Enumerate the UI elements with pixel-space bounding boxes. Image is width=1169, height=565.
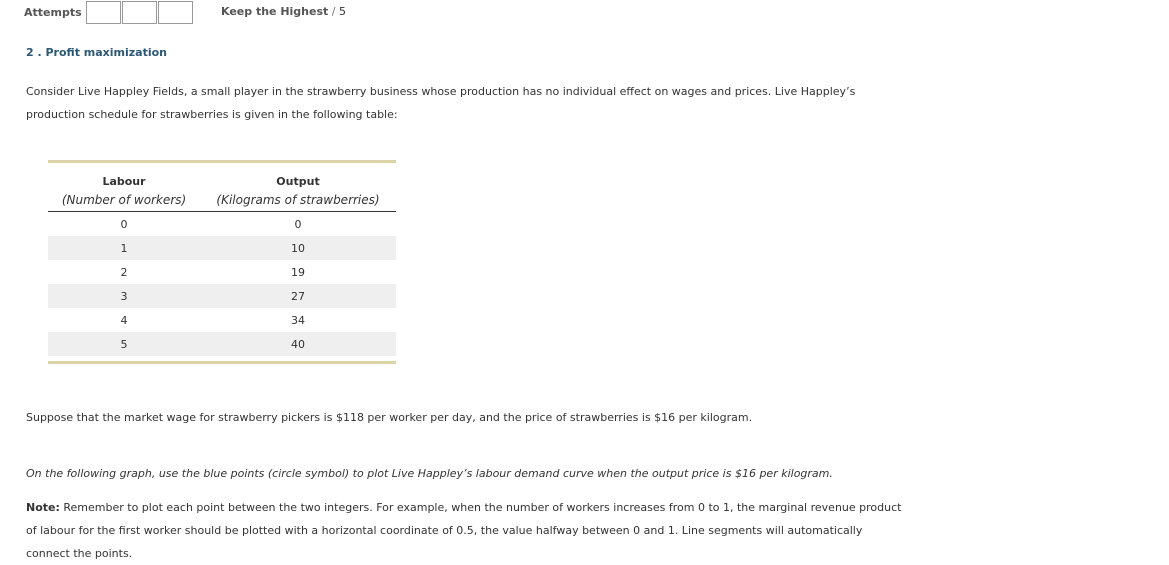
labour-cell: 4 bbox=[120, 313, 128, 327]
labour-cell: 1 bbox=[48, 236, 200, 260]
table-row bbox=[48, 212, 396, 237]
keep-highest-label: Keep the Highest bbox=[221, 5, 329, 18]
output-cell: 27 bbox=[200, 284, 396, 308]
labour-cell: 3 bbox=[48, 284, 200, 308]
question-title: 2 . Profit maximization bbox=[26, 46, 168, 59]
labour-cell: 0 bbox=[120, 217, 128, 231]
attempts-label: Attempts bbox=[24, 5, 82, 19]
labour-cell: 2 bbox=[120, 265, 128, 279]
attempt-box bbox=[122, 1, 157, 24]
table-row bbox=[48, 308, 396, 332]
output-cell: 34 bbox=[291, 313, 305, 327]
labour-subheader: (Number of workers) bbox=[48, 189, 200, 212]
attempt-boxes bbox=[86, 1, 194, 24]
labour-header: Labour bbox=[102, 174, 146, 188]
keep-highest-separator: / bbox=[331, 5, 336, 18]
keep-highest-info bbox=[221, 5, 346, 18]
intro-paragraph: Consider Live Happley Fields, a small player in the strawberry business whose production has no individual effect on wages and prices. Live Happley’s production schedule for strawberries is given in the following table: bbox=[26, 85, 856, 121]
note-label: Note: bbox=[26, 501, 60, 514]
table-row bbox=[48, 236, 396, 260]
output-cell: 19 bbox=[291, 265, 305, 279]
attempts-row bbox=[24, 0, 194, 24]
table-row bbox=[48, 332, 396, 356]
output-cell: 0 bbox=[294, 217, 302, 231]
max-attempts: 5 bbox=[339, 5, 347, 18]
attempt-box bbox=[86, 1, 121, 24]
note-paragraph bbox=[26, 496, 906, 565]
output-subheader: (Kilograms of strawberries) bbox=[200, 189, 396, 212]
attempt-box bbox=[158, 1, 193, 24]
output-cell: 40 bbox=[200, 332, 396, 356]
production-schedule-table bbox=[48, 160, 396, 364]
wage-paragraph: Suppose that the market wage for strawberry pickers is $118 per worker per day, and the price of strawberries is $16 per kilogram. bbox=[26, 411, 753, 424]
note-text: Remember to plot each point between the two integers. For example, when the number of workers increases from 0 to 1, the marginal revenue product of labour for the first worker should be plotted with a horizontal coordinate of 0.5, the value halfway between 0 and 1. Line segments will automatically connect the points. bbox=[26, 501, 902, 560]
labour-cell: 5 bbox=[48, 332, 200, 356]
table-row bbox=[48, 284, 396, 308]
table-row bbox=[48, 260, 396, 284]
graph-instruction: On the following graph, use the blue points (circle symbol) to plot Live Happley’s labour demand curve when the output price is $16 per kilogram. bbox=[26, 467, 833, 480]
output-cell: 10 bbox=[200, 236, 396, 260]
output-header: Output bbox=[276, 174, 320, 188]
table-bottom-rule bbox=[48, 361, 396, 364]
